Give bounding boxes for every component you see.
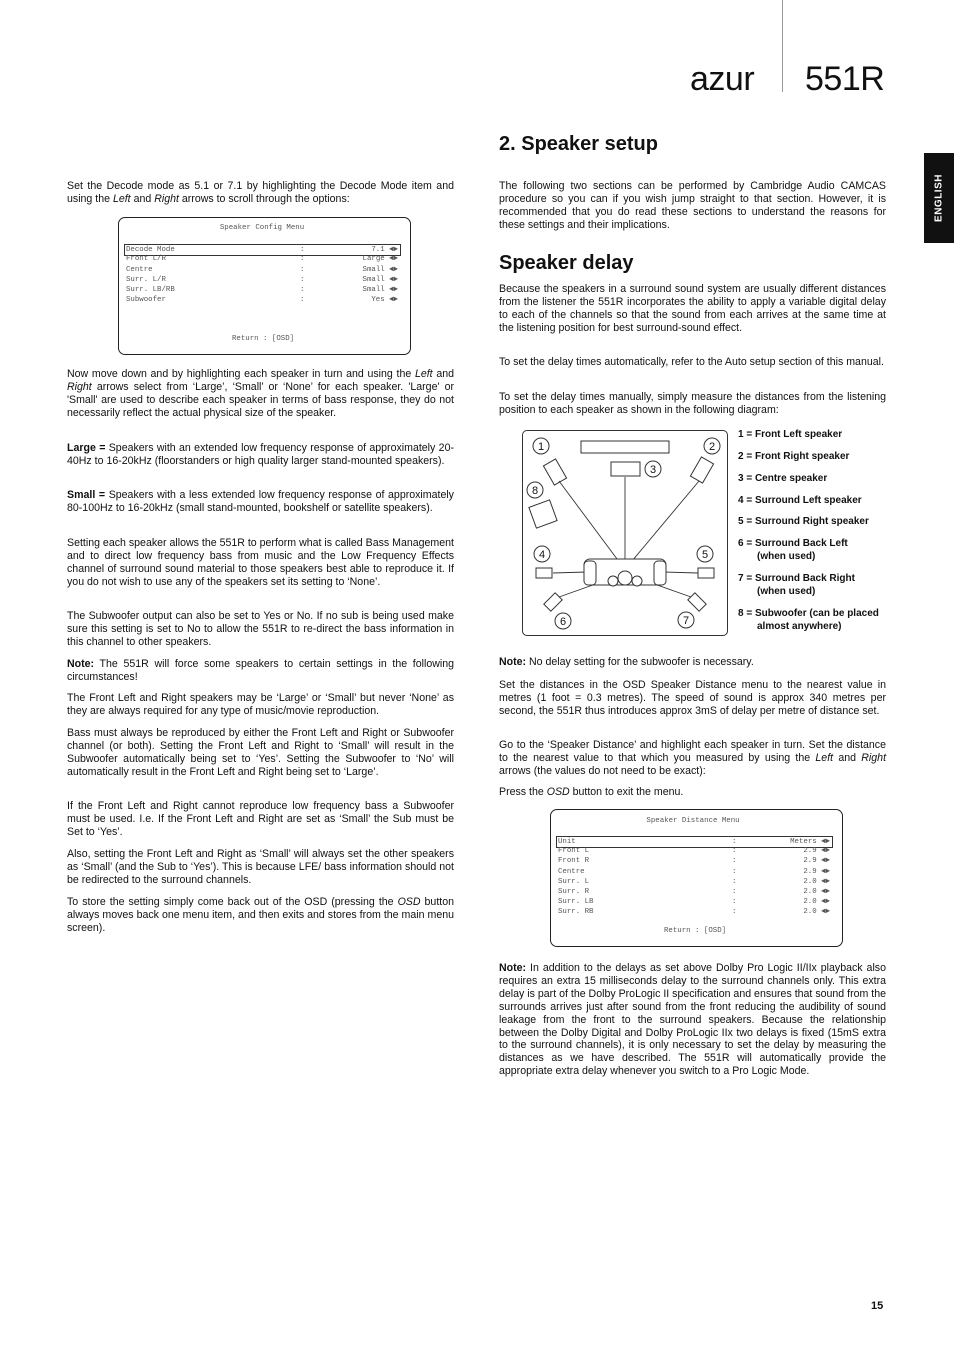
tv-screen (581, 441, 669, 453)
speaker-setup-heading: 2. Speaker setup (499, 133, 658, 155)
marker-7: 7 (682, 615, 690, 627)
distance-row-centre[interactable]: Centre : 2.9 ◄► (558, 867, 830, 876)
delay-paragraph-3: To set the delay times manually, simply measure the distances from the listening position to each speaker as shown in the following diagram: (499, 391, 886, 416)
prologic-delay-note: Note: In addition to the delays as set above Dolby Pro Logic II/IIx playback also requires an extra 15 milliseconds delay to the surround channels only. This extra delay is part of the Dolby ProLogic II specification and ensures that sound from the surrounds arrives just after sound from the front reducing the audibility of sound leakage from the front to the surround speakers. Because the relationship between the Dolby Digital and Dolby ProLogic IIx two delays is fixed (15mS extra to the surround channels), it is only necessary to set the delay by measuring the distances as we have described. The 551R will automatically provide the appropriate extra delay whenever you switch to a Pro Logic Mode. (499, 962, 886, 1078)
bass-reproduction-paragraph: Bass must always be reproduced by either the Front Left and Right or Subwoofer channel (or both). Setting the Front Left and Right to ‘Small’ will result in the Subwoofer automatically being set to ‘Yes’. Setting the Subwoofer to ‘No’ will automatically result in the Front Left and Right being set to ‘Large’. (67, 727, 454, 778)
distance-paragraph: Set the distances in the OSD Speaker Distance menu to the nearest value in metres (1 foot = 0.3 metres). The speed of sound is approx 340 metres per second, the 551R thus introduces approx 3mS of delay per metre of distance set. (499, 679, 886, 717)
intro-paragraph: Set the Decode mode as 5.1 or 7.1 by highlighting the Decode Mode item and using the Left and Right arrows to scroll through the options: (67, 180, 454, 205)
config-row-surr-lbrb[interactable]: Surr. LB/RB : Small ◄► (126, 286, 398, 294)
config-return-hint: Return : [OSD] (232, 335, 295, 343)
front-right-speaker (690, 457, 713, 483)
delay-paragraph-1: Because the speakers in a surround sound system are usually different distances from the listener the 551R incorporates the ability to apply a variable digital delay to each of the channels so that the sound from each arrives at the same time at the listening position for best surround-sound effect. (499, 283, 886, 334)
marker-2: 2 (708, 441, 716, 453)
small-definition: Small = Speakers with a less extended low frequency response of approximately 80-100Hz to 16-20kHz (small stand-mounted, bookshelf or satellite speakers). (67, 489, 454, 514)
distance-row-surr-r[interactable]: Surr. R : 2.0 ◄► (558, 887, 830, 896)
distance-row-surr-rb[interactable]: Surr. RB : 2.0 ◄► (558, 908, 830, 916)
subwoofer-paragraph: The Subwoofer output can also be set to Yes or No. If no sub is being used make sure this setting is set to No to allow the 551R to re-direct the bass information in this channel to other speakers. (67, 610, 454, 648)
subwoofer-delay-note: Note: No delay setting for the subwoofer is necessary. (499, 656, 754, 668)
config-row-decode-mode[interactable]: Decode Mode : 7.1 ◄► (124, 244, 401, 256)
press-osd-paragraph: Press the OSD button to exit the menu. (499, 786, 684, 798)
config-row-subwoofer[interactable]: Subwoofer : Yes ◄► (126, 296, 398, 304)
force-settings-note: Note: The 551R will force some speakers to certain settings in the following circumstances! (67, 658, 454, 683)
language-tab-label: ENGLISH (933, 174, 945, 222)
config-row-surr-lr[interactable]: Surr. L/R : Small ◄► (126, 276, 398, 284)
marker-5: 5 (701, 549, 709, 561)
goto-distance-paragraph: Go to the ‘Speaker Distance’ and highlight each speaker in turn. Set the distance to the nearest value to that which you measured by using the Left and Right arrows (the values do not need to be exact): (499, 739, 887, 777)
subwoofer-speaker (529, 500, 557, 528)
header-divider (782, 0, 783, 92)
large-definition: Large = Speakers with an extended low frequency response of approximately 20-40Hz to 16-20kHz (floorstanders or high quality larger stand-mounted speakers). (67, 442, 454, 467)
speaker-select-paragraph: Now move down and by highlighting each speaker in turn and using the Left and Right arrows select from ‘Large’, ‘Small’ or ‘None’ for each speaker. 'Large' or 'Small' are used to describe each speaker in terms of bass response, they do not necessarily reflect the actual physical size of the speaker. (67, 368, 454, 419)
distance-row-front-r[interactable]: Front R : 2.9 ◄► (558, 857, 830, 865)
small-setting-paragraph: Also, setting the Front Left and Right as ‘Small’ will always set the other speakers as ‘Small’ (and the Sub to ‘Yes’). This is because LFE/ bass information should not be redirected to the surround channels. (67, 848, 454, 886)
speaker-delay-heading: Speaker delay (499, 252, 634, 274)
surround-back-right-speaker (688, 593, 706, 611)
distance-menu-title: Speaker Distance Menu (646, 817, 740, 825)
front-left-speaker (543, 459, 566, 485)
legend-item-3: 3 = Centre speaker (738, 473, 828, 484)
brand-logo: azur (690, 60, 755, 98)
marker-6: 6 (559, 616, 567, 628)
legend-item-5: 5 = Surround Right speaker (738, 516, 869, 527)
legend-item-8: 8 = Subwoofer (can be placed almost anywhere) (738, 608, 879, 632)
setup-intro-paragraph: The following two sections can be performed by Cambridge Audio CAMCAS procedure so you can if you wish jump straight to that section. However, it is recommended that you do read these sections to understand the reasons for these settings and their implications. (499, 180, 886, 231)
legend-item-7: 7 = Surround Back Right (when used) (738, 573, 855, 597)
marker-4: 4 (538, 549, 546, 561)
legend-item-2: 2 = Front Right speaker (738, 451, 850, 462)
surround-right-speaker (698, 568, 714, 578)
front-speakers-paragraph: The Front Left and Right speakers may be ‘Large’ or ‘Small’ but never ‘None’ as they are always required for any type of music/movie reproduction. (67, 692, 454, 717)
distance-row-surr-l[interactable]: Surr. L : 2.0 ◄► (558, 877, 830, 886)
speaker-distance-menu (550, 809, 843, 947)
distance-row-surr-lb[interactable]: Surr. LB : 2.0 ◄► (558, 897, 830, 906)
distance-return-hint: Return : [OSD] (664, 927, 727, 935)
distance-row-front-l[interactable]: Front L : 2.9 ◄► (558, 847, 830, 855)
marker-1: 1 (537, 441, 545, 453)
language-tab (924, 153, 954, 243)
distance-row-unit[interactable]: Unit : Meters ◄► (556, 836, 833, 848)
legend-item-1: 1 = Front Left speaker (738, 429, 843, 440)
subwoofer-required-paragraph: If the Front Left and Right cannot reproduce low frequency bass a Subwoofer must be used. I.e. If the Front Left and Right are set as ‘Small’ the Sub must be Set to ‘Yes’. (67, 800, 454, 838)
centre-speaker (611, 462, 640, 476)
surround-back-left-speaker (544, 593, 562, 611)
surround-left-speaker (536, 568, 552, 578)
legend-item-6: 6 = Surround Back Left (when used) (738, 538, 848, 562)
config-menu-title: Speaker Config Menu (219, 224, 305, 232)
speaker-layout-diagram (522, 430, 728, 636)
speaker-config-menu (118, 217, 411, 355)
config-row-front[interactable]: Front L/R : Large ◄► (126, 255, 398, 263)
legend-item-4: 4 = Surround Left speaker (738, 495, 862, 506)
speaker-layout-drawing (523, 431, 727, 635)
marker-8: 8 (531, 485, 539, 497)
bass-management-paragraph: Setting each speaker allows the 551R to perform what is called Bass Management and to direct low frequency bass from music and the Low Frequency Effects channel of surround sound material to those speakers best able to reproduce it. If you do not wish to use any of the speakers set its setting to ‘None’. (67, 537, 454, 588)
config-row-centre[interactable]: Centre : Small ◄► (126, 265, 398, 274)
page-number: 15 (871, 1300, 884, 1312)
model-name: 551R (805, 60, 885, 98)
store-setting-paragraph: To store the setting simply come back out of the OSD (pressing the OSD button always moves back one menu item, and then exits and stores from the main menu screen). (67, 896, 454, 934)
delay-paragraph-2: To set the delay times automatically, refer to the Auto setup section of this manual. (499, 356, 884, 368)
marker-3: 3 (649, 464, 657, 476)
sofa (584, 559, 666, 586)
